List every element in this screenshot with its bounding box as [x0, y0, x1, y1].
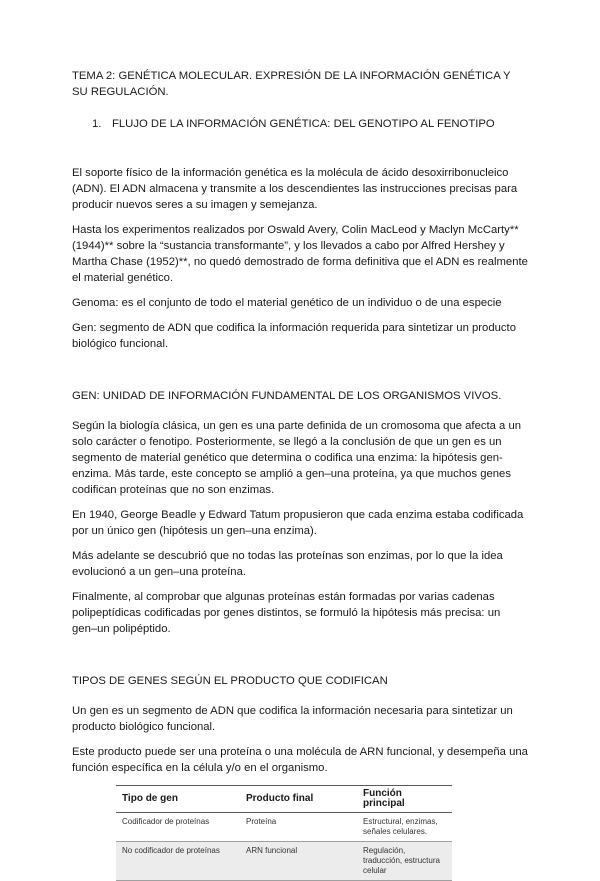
table-row	[116, 813, 452, 842]
table-cell: Estructural, enzimas, señales celulares.	[357, 813, 452, 842]
table-header-producto: Producto final	[240, 786, 357, 813]
table-cell: Regulación, traducción, estructura celular	[357, 842, 452, 881]
paragraph-experimentos: Hasta los experimentos realizados por Oswald Avery, Colin MacLeod y Maclyn McCarty** (1944)** sobre la “sustancia transformante”, y los llevados a cabo por Alfred Hershey y Martha Chase (1952)**, no quedó demostrado de forma definitiva que el ADN es realmente el material genético.	[72, 224, 528, 284]
paragraph-soporte: El soporte físico de la información genética es la molécula de ácido desoxirribonucleico (ADN). El ADN almacena y transmite a los descendientes las instrucciones precisas para producir nuevos seres a su imagen y semejanza.	[72, 167, 518, 211]
paragraph-beadle-tatum: En 1940, George Beadle y Edward Tatum propusieron que cada enzima estaba codificada por un único gen (hipótesis un gen–una enzima).	[72, 509, 524, 537]
section-heading-gen-unidad: GEN: UNIDAD DE INFORMACIÓN FUNDAMENTAL DE LOS ORGANISMOS VIVOS.	[72, 390, 502, 402]
table-cell: No codificador de proteínas	[116, 842, 240, 881]
paragraph-mas-adelante: Más adelante se descubrió que no todas las proteínas son enzimas, por lo que la idea evolucionó a un gen–una proteína.	[72, 550, 503, 578]
section-number: 1.	[92, 118, 102, 130]
paragraph-biologia-clasica: Según la biología clásica, un gen es una parte definida de un cromosoma que afecta a un solo carácter o fenotipo. Posteriormente, se llegó a la conclusión de que un gen es un segmento de material genético que determina o codifica una enzima: la hipótesis gen-enzima. Más tarde, este concepto se amplió a gen–una proteína, ya que muchos genes codifican proteínas que no son enzimas.	[72, 420, 522, 496]
paragraph-genoma: Genoma: es el conjunto de todo el material genético de un individuo o de una especie	[72, 297, 502, 309]
paragraph-segmento-adn: Un gen es un segmento de ADN que codifica la información necesaria para sintetizar un producto biológico funcional.	[72, 705, 513, 733]
gene-types-table	[116, 785, 452, 881]
document-title: TEMA 2: GENÉTICA MOLECULAR. EXPRESIÓN DE LA INFORMACIÓN GENÉTICA Y SU REGULACIÓN.	[72, 70, 511, 98]
table-cell: Proteína	[240, 813, 357, 842]
section-heading-tipos-genes: TIPOS DE GENES SEGÚN EL PRODUCTO QUE CODIFICAN	[72, 675, 388, 687]
table-header-tipo: Tipo de gen	[116, 786, 240, 813]
section-heading-text: FLUJO DE LA INFORMACIÓN GENÉTICA: DEL GENOTIPO AL FENOTIPO	[112, 118, 495, 130]
table-cell: ARN funcional	[240, 842, 357, 881]
table-cell: Codificador de proteínas	[116, 813, 240, 842]
table-header-row	[116, 786, 452, 813]
table-row	[116, 842, 452, 881]
paragraph-gen: Gen: segmento de ADN que codifica la información requerida para sintetizar un producto biológico funcional.	[72, 322, 516, 350]
paragraph-producto: Este producto puede ser una proteína o una molécula de ARN funcional, y desempeña una función específica en la célula y/o en el organismo.	[72, 746, 528, 774]
paragraph-finalmente: Finalmente, al comprobar que algunas proteínas están formadas por varias cadenas polipeptídicas codificadas por genes distintos, se formuló la hipótesis más precisa: un gen–un polipéptido.	[72, 591, 501, 635]
section-heading-flujo	[72, 116, 528, 132]
table-header-funcion: Función principal	[357, 786, 452, 813]
